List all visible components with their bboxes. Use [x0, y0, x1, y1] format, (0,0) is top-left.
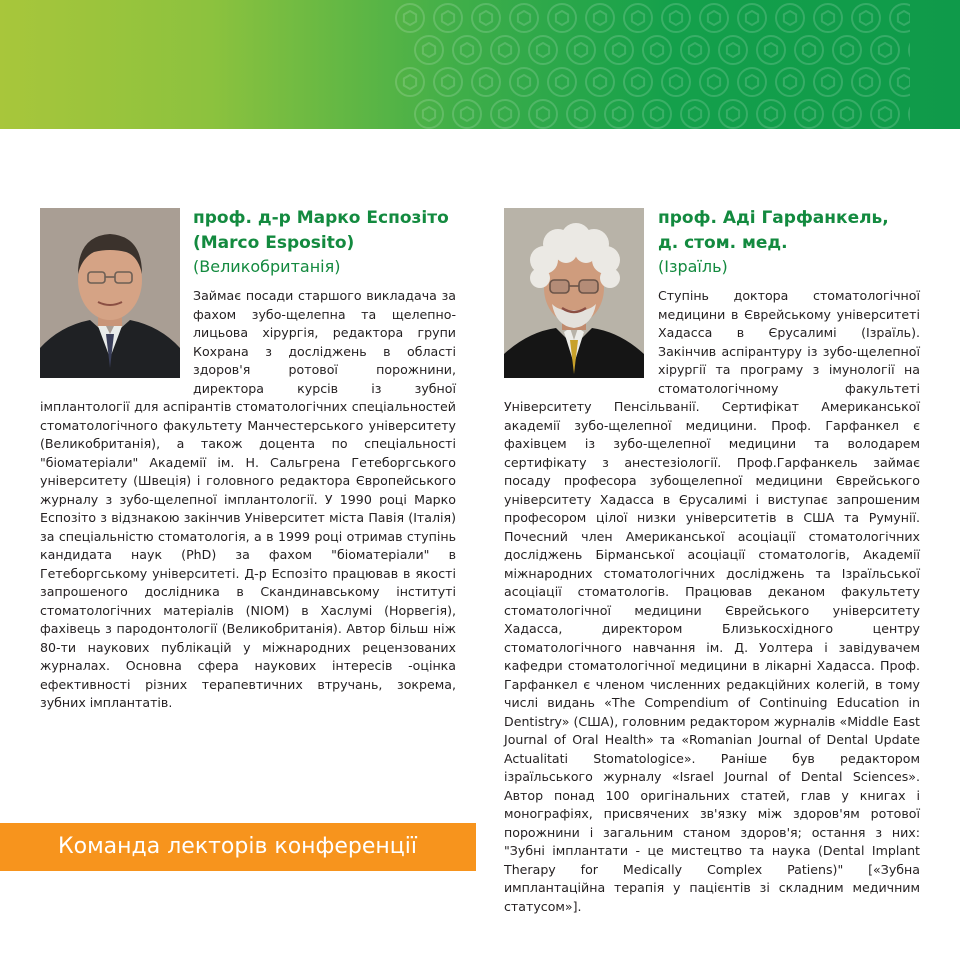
hexagon-pattern [390, 0, 910, 129]
header-banner [0, 0, 960, 129]
bio-text: Займає посади старшого викладача за фахом зубо-щелепна та щелепно-лицьова хірургія, редактора групи Кохрана з досліджень в області здоров'я ротової порожнини, директора курсів із зубної імплантології для аспірантів стоматологічних спеціальностей стоматологічного факультету Манчестерського університету (Великобританія), а також доцента по спеціальності "біоматеріали" Академії ім. Н. Сальгрена Гетеборгського університету (Швеція) і головного редактора Європейського журналу з зубо-щелепної імплантології. У 1990 році Марко Еспозіто з відзнакою закінчив Університет міста Павія (Італія) за спеціальністю стоматологія, а в 1999 році отримав ступінь кандидата наук (PhD) за фахом "біоматеріали" в Гетеборгському університеті. Д-р Еспозіто працював в якості запрошеного дослідника в Скандинавському інституті стоматологічних матеріалів (NIOM) в Хаслумі (Норвегія), фахівець з пародонтології (Великобританія). Автор більш ніж 80-ти наукових публікацій у міжнародних рецензованих журналах. Основна сфера наукових інтересів -оцінка ефективності різних терапевтичних втручань, зокрема, зубних імплантатів. [40, 288, 456, 710]
speaker-bio-garfunkel [504, 287, 920, 916]
team-banner [0, 823, 476, 871]
speaker-name-line2: д. стом. мед. [658, 233, 788, 253]
speaker-name-line1: проф. Аді Гарфанкель, [658, 208, 889, 228]
team-banner-label: Команда лекторів конференції [58, 834, 417, 859]
speaker-bio-esposito [40, 287, 456, 713]
speaker-name-line2: (Marco Esposito) [193, 233, 355, 253]
speaker-country: (Великобританія) [193, 257, 341, 276]
bio-text: Ступінь доктора стоматологічної медицини в Єврейському університеті Хадасса в Єрусалимі (Ізраїль). Закінчив аспірантуру із зубо-щелепної хірургії та програму з імунології на стоматологічному факультеті Університету Пенсільванії. Сертифікат Американської академії зубо-щелепної медицини. Проф. Гарфанкел є фахівцем із зубо-щелепної медицини та володарем сертифікату з анестезіології. Проф.Гарфанкель займає посаду професора зубощелепної медицини Єврейського університету Хадасса в Єрусалимі і виступає запрошеним професором цілої низки університетів в США та Румунії. Почесний член Американської асоціації стоматологічних досліджень Бірманської асоціації стоматологів, Академії міжнародних стоматологічних досліджень та Ізраїльської асоціації стоматологів. Працював деканом факультету стоматологічної медицини Єврейського університету Хадасса, директором Близькосхідного центру стоматологічного навчання ім. Д. Уолтера і завідувачем кафедри стоматологічної медицини в лікарні Хадасса. Проф. Гарфанкел є членом численних редакційних колегій, в тому числі видань «The Compendium of Continuing Education in Dentistry» (США), головним редактором журналів «Middle East Journal of Oral Health» та «Romanian Journal of Dental Update Actualitati Stomatologice». Раніше був редактором ізраїльського журналу «Israel Journal of Dental Sciences». Автор понад 100 оригінальних статей, глав у книгах і монографіях, присвячених зв'язку між здоров'ям ротової порожнини і загальним станом здоров'я; остання з них: "Зубні імплантати - це мистецтво та наука (Dental Implant Therapy for Medically Complex Patiens)" [«Зубна имплантаційна терапія у пацієнтів зі складним медичним статусом»]. [504, 288, 920, 914]
speaker-country: (Ізраїль) [658, 257, 728, 276]
speaker-name-line1: проф. д-р Марко Еспозіто [193, 208, 449, 228]
